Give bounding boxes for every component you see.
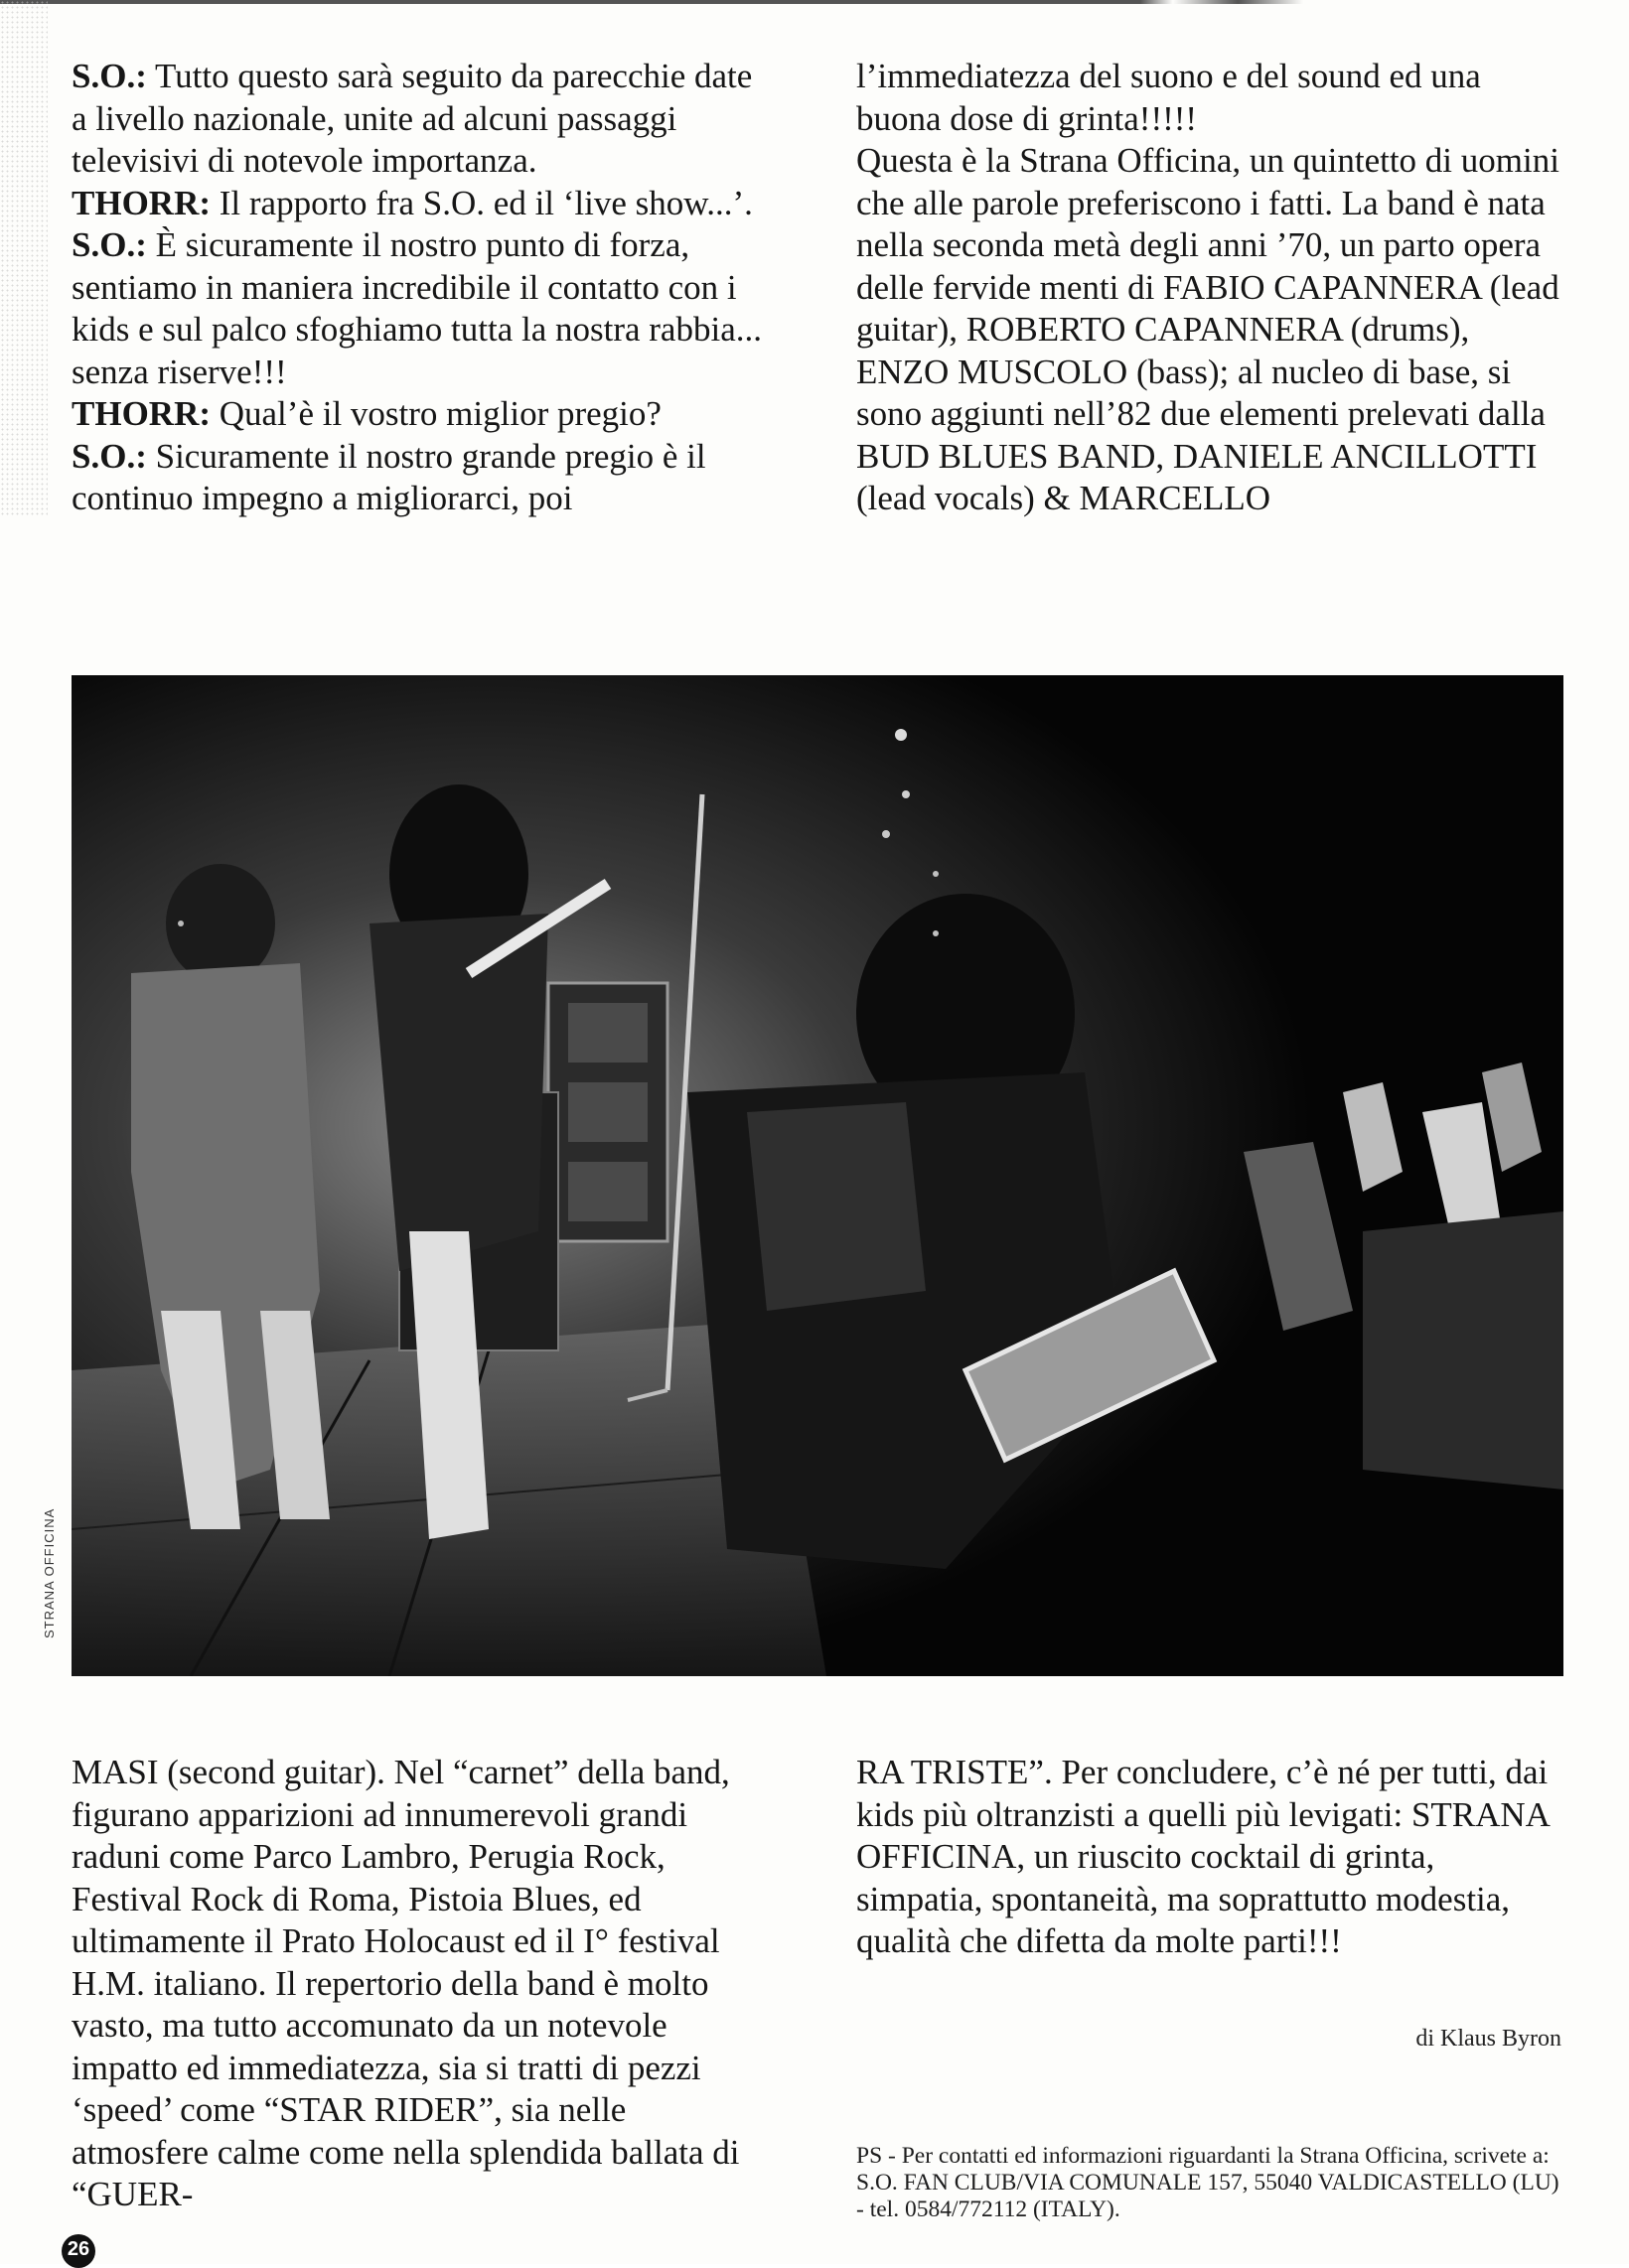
top-rule <box>0 0 1629 4</box>
article-column-top-right <box>856 56 1565 520</box>
concert-photo <box>72 675 1563 1676</box>
interview-line <box>72 224 767 393</box>
interview-text: Il rapporto fra S.O. ed il ‘live show...’. <box>211 183 753 222</box>
interview-text: Qual’è il vostro miglior pregio? <box>211 394 662 433</box>
speaker-label: THORR: <box>72 183 211 222</box>
speaker-label: S.O.: <box>72 57 147 95</box>
speaker-label: S.O.: <box>72 436 147 476</box>
article-column-bottom-left <box>72 1752 767 2216</box>
interview-text: È sicuramente il nostro punto di forza, sentiamo in maniera incredibile il contatto con i kids e sul palco sfoghiamo tutta la nostra rabbia... senza riserve!!! <box>72 225 762 391</box>
interview-column-top-left <box>72 56 767 520</box>
interview-line <box>72 183 767 225</box>
postscript-note: PS - Per contatti ed informazioni riguardanti la Strana Officina, scrivete a: S.O. FAN CLUB/VIA COMUNALE 157, 55040 VALDICASTELLO (LU) - tel. 0584/772112 (ITALY). <box>856 2143 1559 2222</box>
article-paragraph: Questa è la Strana Officina, un quintetto di uomini che alle parole preferiscono i fatti. La band è nata nella seconda metà degli anni ’70, un parto opera delle fervide menti di FABIO CAPANNERA (lead guitar), ROBERTO CAPANNERA (drums), ENZO MUSCOLO (bass); al nucleo di base, si sono aggiunti nell’82 due elementi prelevati dalla BUD BLUES BAND, DANIELE ANCILLOTTI (lead vocals) & MARCELLO <box>856 141 1559 517</box>
interview-line <box>72 436 767 520</box>
photo-credit: STRANA OFFICINA <box>42 1507 57 1638</box>
interview-text: Sicuramente il nostro grande pregio è il continuo impegno a migliorarci, poi <box>72 436 706 517</box>
concert-photo-image <box>72 675 1563 1676</box>
scan-noise <box>0 0 48 516</box>
article-column-bottom-right <box>856 1752 1565 1963</box>
speaker-label: S.O.: <box>72 225 147 264</box>
article-paragraph: RA TRISTE”. Per concludere, c’è né per tutti, dai kids più oltranzisti a quelli più levigati: STRANA OFFICINA, un riuscito cocktail di grinta, simpatia, spontaneità, ma soprattutto modestia, qualità che difetta da molte parti!!! <box>856 1753 1550 1960</box>
page-number: 26 <box>62 2234 95 2268</box>
article-paragraph: l’immediatezza del suono e del sound ed una buona dose di grinta!!!!! <box>856 57 1481 138</box>
interview-line <box>72 56 767 183</box>
author-byline: di Klaus Byron <box>1415 2026 1561 2052</box>
interview-text: Tutto questo sarà seguito da parecchie date a livello nazionale, unite ad alcuni passaggi televisivi di notevole importanza. <box>72 57 753 180</box>
interview-line <box>72 393 767 436</box>
article-paragraph: MASI (second guitar). Nel “carnet” della band, figurano apparizioni ad innumerevoli grandi raduni come Parco Lambro, Perugia Rock, Festival Rock di Roma, Pistoia Blues, ed ultimamente il Prato Holocaust ed il I° festival H.M. italiano. Il repertorio della band è molto vasto, ma tutto accomunato da un notevole impatto ed immediatezza, sia si tratti di pezzi ‘speed’ come “STAR RIDER”, sia nelle atmosfere calme come nella splendida ballata di “GUER- <box>72 1753 740 2213</box>
speaker-label: THORR: <box>72 394 211 433</box>
